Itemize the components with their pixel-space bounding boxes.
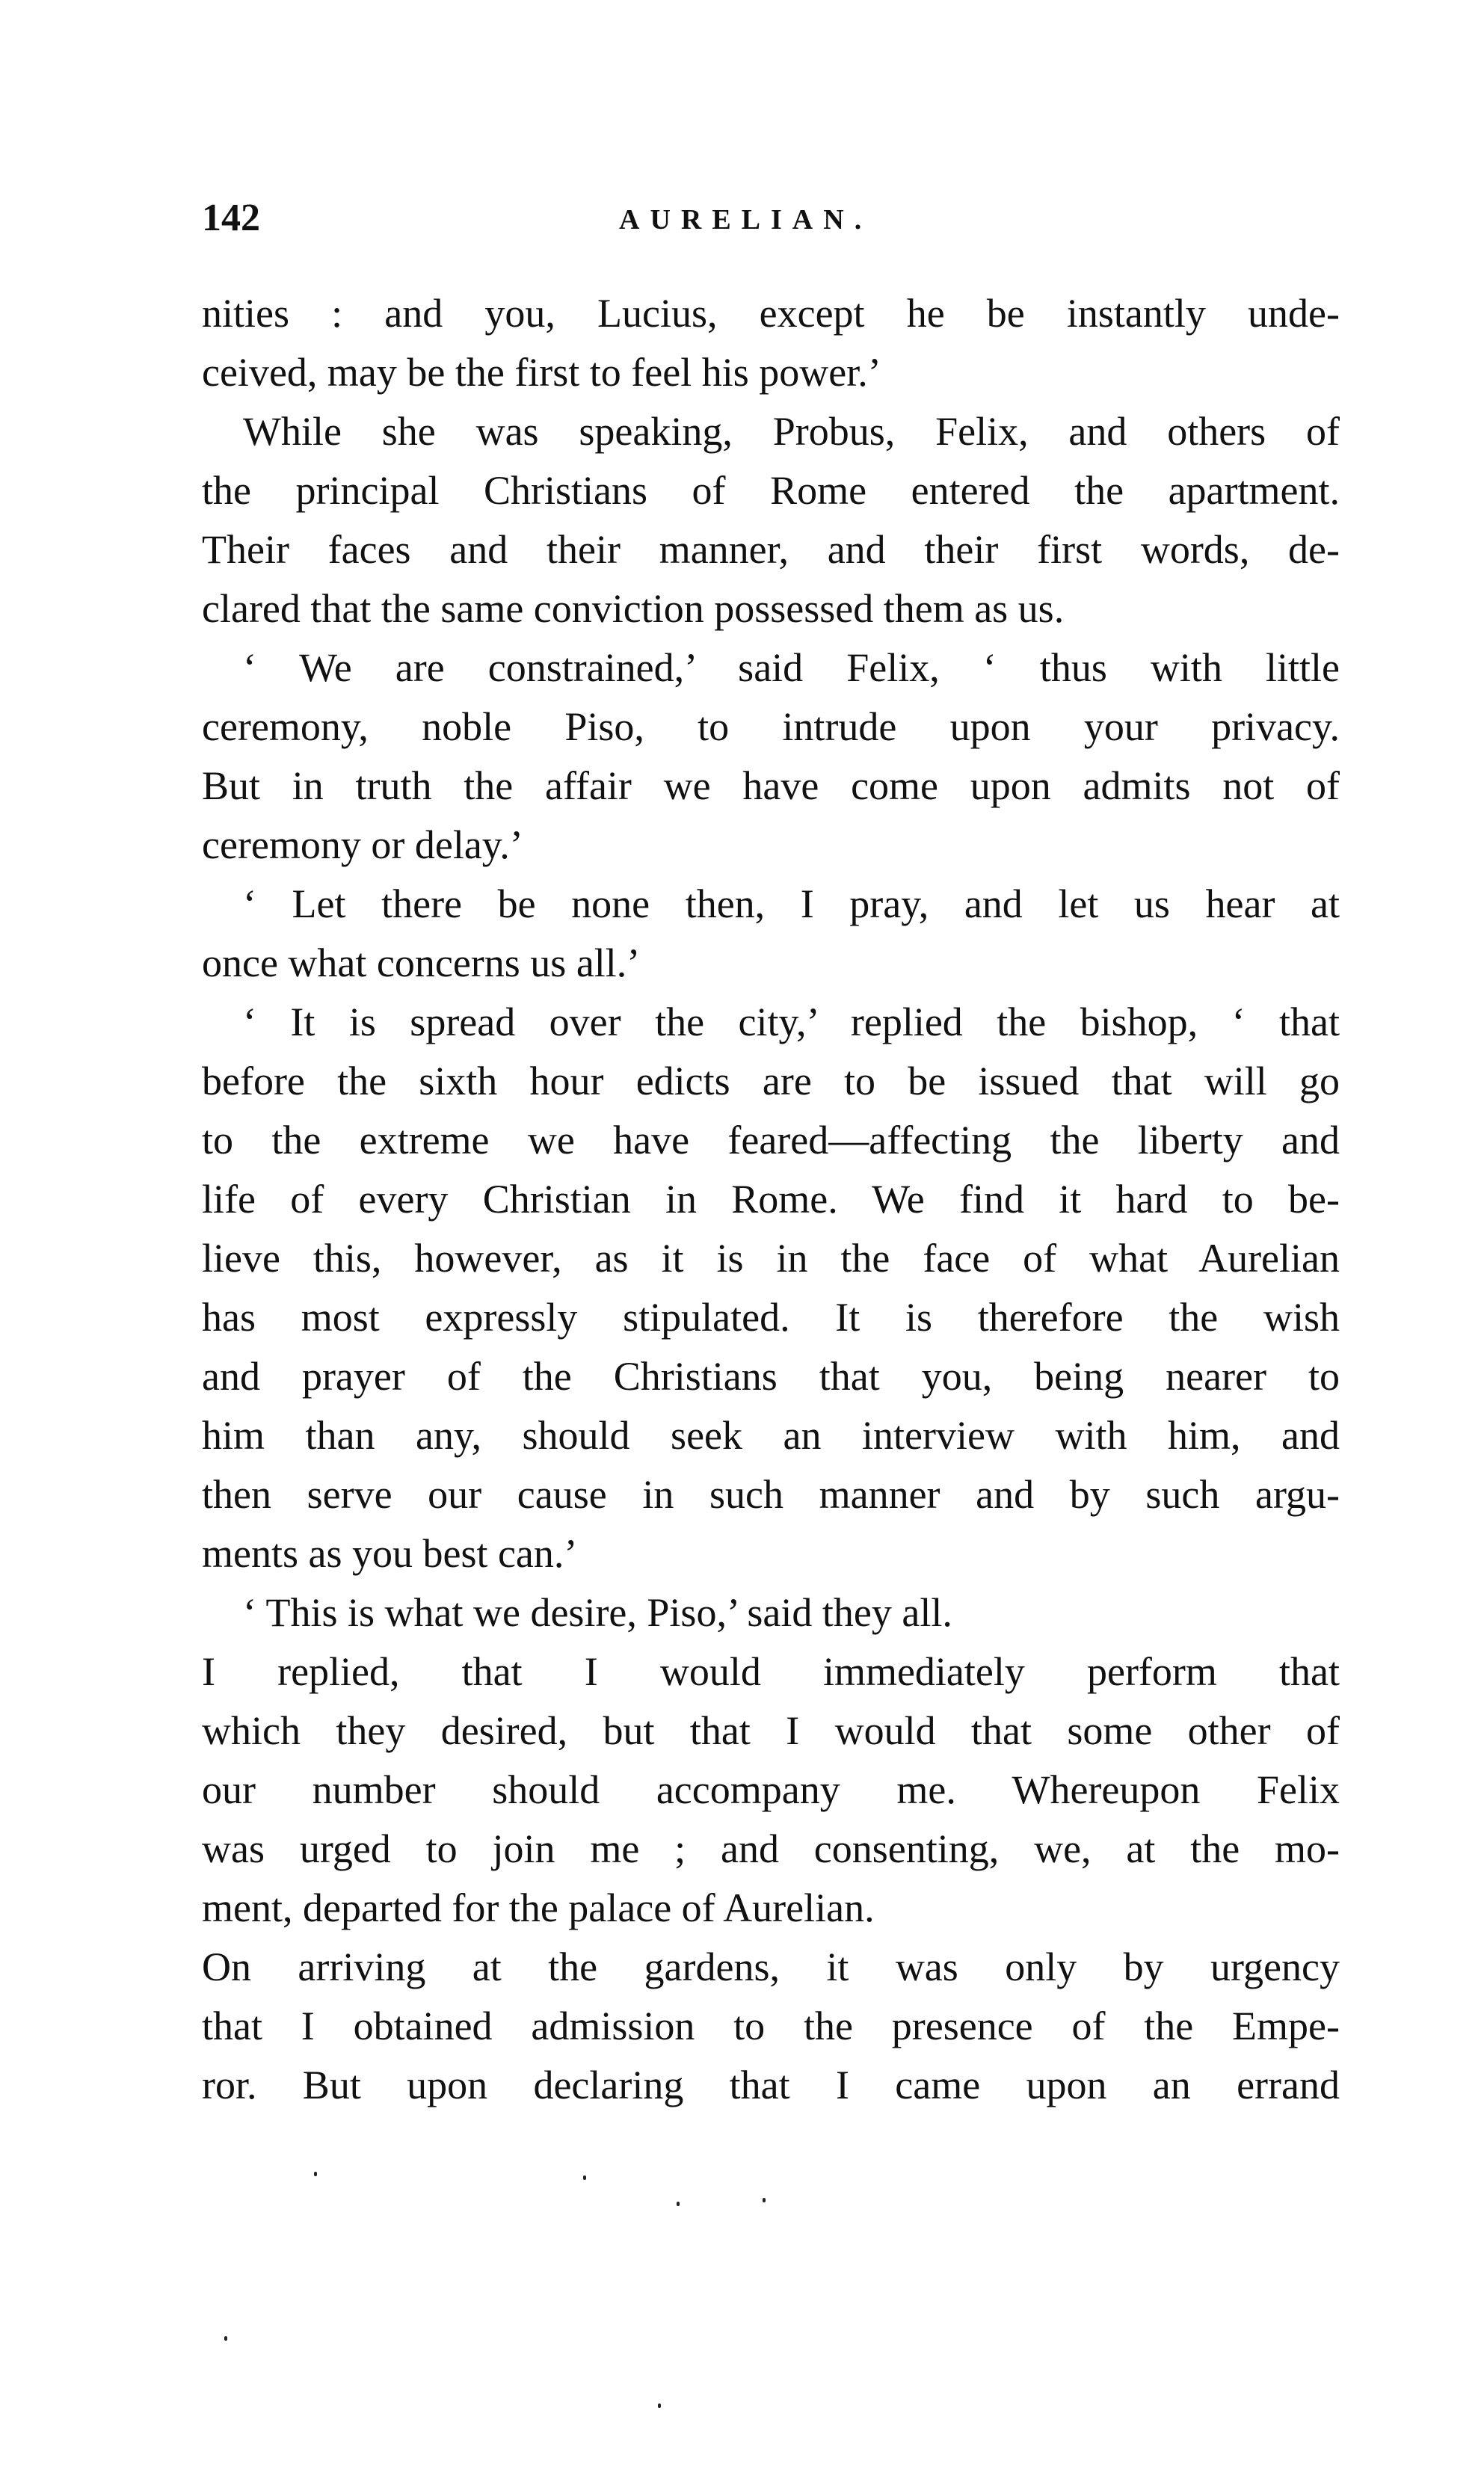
body-text (202, 284, 1340, 2115)
text-line: ror. But upon declaring that I came upon an errand (202, 2063, 1340, 2107)
print-speck (658, 2403, 661, 2408)
page-number: 142 (202, 197, 260, 239)
text-line: But in truth the affair we have come upon admits not of (202, 763, 1340, 808)
text-line: then serve our cause in such manner and by such argu- (202, 1472, 1340, 1517)
running-head (202, 196, 1338, 248)
text-line: our number should accompany me. Whereupon Felix (202, 1767, 1340, 1812)
print-speck (224, 2336, 227, 2341)
text-line: clared that the same conviction possessed them as us. (202, 586, 1065, 631)
text-line: to the extreme we have feared—affecting the liberty and (202, 1118, 1340, 1162)
text-line: I replied, that I would immediately perform that (202, 1649, 1340, 1694)
text-line: ments as you best can.’ (202, 1531, 578, 1576)
text-line: nities : and you, Lucius, except he be instantly unde- (202, 291, 1340, 336)
text-line: ‘ It is spread over the city,’ replied the bishop, ‘ that (243, 1000, 1340, 1044)
text-line: and prayer of the Christians that you, being nearer to (202, 1354, 1340, 1399)
text-line: Their faces and their manner, and their first words, de- (202, 527, 1340, 572)
text-line: ceremony or delay.’ (202, 822, 523, 867)
text-line: ment, departed for the palace of Aurelian. (202, 1885, 875, 1930)
print-speck (583, 2175, 586, 2180)
text-line: ceived, may be the first to feel his power.’ (202, 350, 881, 395)
print-speck (763, 2198, 766, 2202)
print-speck (314, 2172, 317, 2176)
text-line: once what concerns us all.’ (202, 940, 641, 985)
text-line: that I obtained admission to the presence of the Empe- (202, 2004, 1340, 2048)
text-line: life of every Christian in Rome. We find it hard to be- (202, 1177, 1340, 1222)
text-line: ‘ This is what we desire, Piso,’ said they all. (243, 1590, 952, 1635)
text-line: ‘ We are constrained,’ said Felix, ‘ thus with little (243, 645, 1340, 690)
text-line: was urged to join me ; and consenting, we, at the mo- (202, 1826, 1340, 1871)
text-line: While she was speaking, Probus, Felix, and others of (243, 409, 1340, 454)
text-line: the principal Christians of Rome entered the apartment. (202, 468, 1340, 513)
text-line: has most expressly stipulated. It is therefore the wish (202, 1295, 1340, 1340)
text-line: which they desired, but that I would that some other of (202, 1708, 1340, 1753)
text-line: before the sixth hour edicts are to be issued that will go (202, 1059, 1340, 1103)
text-line: ceremony, noble Piso, to intrude upon your privacy. (202, 704, 1340, 749)
text-line: lieve this, however, as it is in the face of what Aurelian (202, 1236, 1340, 1281)
text-line: him than any, should seek an interview with him, and (202, 1413, 1340, 1458)
text-line: On arriving at the gardens, it was only by urgency (202, 1944, 1340, 1989)
text-line: ‘ Let there be none then, I pray, and let us hear at (243, 881, 1340, 926)
print-speck (677, 2202, 680, 2206)
running-title: AURELIAN. (619, 204, 872, 235)
